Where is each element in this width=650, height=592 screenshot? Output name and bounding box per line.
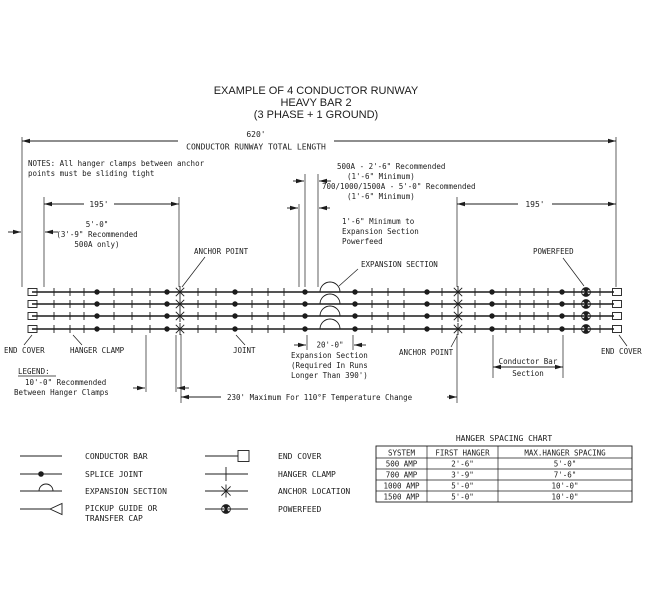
dim-expansion-20-line3: Longer Than 390') xyxy=(291,371,368,380)
expansion-min-line3: Powerfeed xyxy=(342,237,383,246)
notes-line1: NOTES: All hanger clamps between anchor xyxy=(28,159,205,168)
legend-note-heading: LEGEND: xyxy=(18,367,50,376)
feed-note-line2: (1'-6" Minimum) xyxy=(347,172,415,181)
chart-header-max-spacing: MAX.HANGER SPACING xyxy=(524,448,606,458)
cell-first-1000: 5'-0" xyxy=(451,481,474,491)
legend-label-splice-joint: SPLICE JOINT xyxy=(85,470,143,479)
legend-label-end-cover: END COVER xyxy=(278,452,322,461)
cell-system-700: 700 AMP xyxy=(385,470,418,480)
cell-first-700: 3'-9" xyxy=(451,470,474,480)
notes-line2: points must be sliding tight xyxy=(28,169,155,178)
powerfeed-label: POWERFEED xyxy=(533,247,574,256)
page-title-line2: HEAVY BAR 2 xyxy=(280,97,352,109)
dim-first-hanger-line3: 500A only) xyxy=(74,240,120,249)
legend-note-line1: 10'-0" Recommended xyxy=(25,378,107,387)
end-cover-left-label: END COVER xyxy=(4,346,45,355)
dim-max-230-label: 230' Maximum For 110°F Temperature Change xyxy=(227,393,413,402)
cell-max-1000: 10'-0" xyxy=(551,481,579,491)
anchor-point-right-label: ANCHOR POINT xyxy=(399,348,454,357)
cell-first-1500: 5'-0" xyxy=(451,492,474,502)
joint-label: JOINT xyxy=(233,346,256,355)
dim-total-label: CONDUCTOR RUNWAY TOTAL LENGTH xyxy=(186,142,326,152)
legend-label-conductor-bar: CONDUCTOR BAR xyxy=(85,452,148,461)
expansion-min-line2: Expansion Section xyxy=(342,227,419,236)
expansion-min-line1: 1'-6" Minimum to xyxy=(342,217,415,226)
dim-right-195-value: 195' xyxy=(525,200,545,209)
cell-system-1500: 1500 AMP xyxy=(383,492,420,502)
legend-label-anchor-location: ANCHOR LOCATION xyxy=(278,487,351,496)
conductor-bar-section-line2: Section xyxy=(512,369,544,378)
cell-max-1500: 10'-0" xyxy=(551,492,579,502)
legend-label-hanger-clamp: HANGER CLAMP xyxy=(278,470,336,479)
splice-joint-icon-dot xyxy=(38,471,44,477)
feed-note-line4: (1'-6" Minimum) xyxy=(347,192,415,201)
dim-first-hanger-line1: 5'-0" xyxy=(85,220,109,229)
legend-note-line2: Between Hanger Clamps xyxy=(14,388,109,397)
dim-expansion-20-line1: Expansion Section xyxy=(291,351,368,360)
dim-expansion-20-value: 20'-0" xyxy=(316,340,344,350)
dim-expansion-20-line2: (Required In Runs xyxy=(291,361,368,370)
end-cover-right-label: END COVER xyxy=(601,347,642,356)
dim-first-hanger-line2: (3'-9" Recommended xyxy=(56,230,138,239)
page-title-line3: (3 PHASE + 1 GROUND) xyxy=(253,109,379,121)
cell-first-500: 2'-6" xyxy=(451,459,474,469)
dim-left-195-value: 195' xyxy=(89,200,109,209)
feed-note-line3: 700/1000/1500A - 5'-0" Recommended xyxy=(322,182,476,191)
legend-label-powerfeed: POWERFEED xyxy=(278,505,322,514)
page-title-line1: EXAMPLE OF 4 CONDUCTOR RUNWAY xyxy=(213,85,419,97)
cell-max-700: 7'-6" xyxy=(553,470,577,480)
legend-label-pickup-guide-line2: TRANSFER CAP xyxy=(85,514,143,523)
legend-label-pickup-guide-line1: PICKUP GUIDE OR xyxy=(85,504,158,513)
chart-title: HANGER SPACING CHART xyxy=(455,434,553,443)
anchor-point-left-label: ANCHOR POINT xyxy=(194,247,249,256)
expansion-section-label: EXPANSION SECTION xyxy=(361,260,438,269)
cell-system-500: 500 AMP xyxy=(385,459,418,469)
chart-header-first-hanger: FIRST HANGER xyxy=(435,448,490,458)
hanger-clamp-label: HANGER CLAMP xyxy=(70,346,125,355)
feed-note-line1: 500A - 2'-6" Recommended xyxy=(337,162,446,171)
cell-system-1000: 1000 AMP xyxy=(383,481,420,491)
legend-label-expansion-section: EXPANSION SECTION xyxy=(85,487,167,496)
chart-header-system: SYSTEM xyxy=(387,448,416,458)
conductor-bar-section-line1: Conductor Bar xyxy=(498,357,558,366)
dim-total-value: 620' xyxy=(246,130,266,139)
cell-max-500: 5'-0" xyxy=(553,459,577,469)
